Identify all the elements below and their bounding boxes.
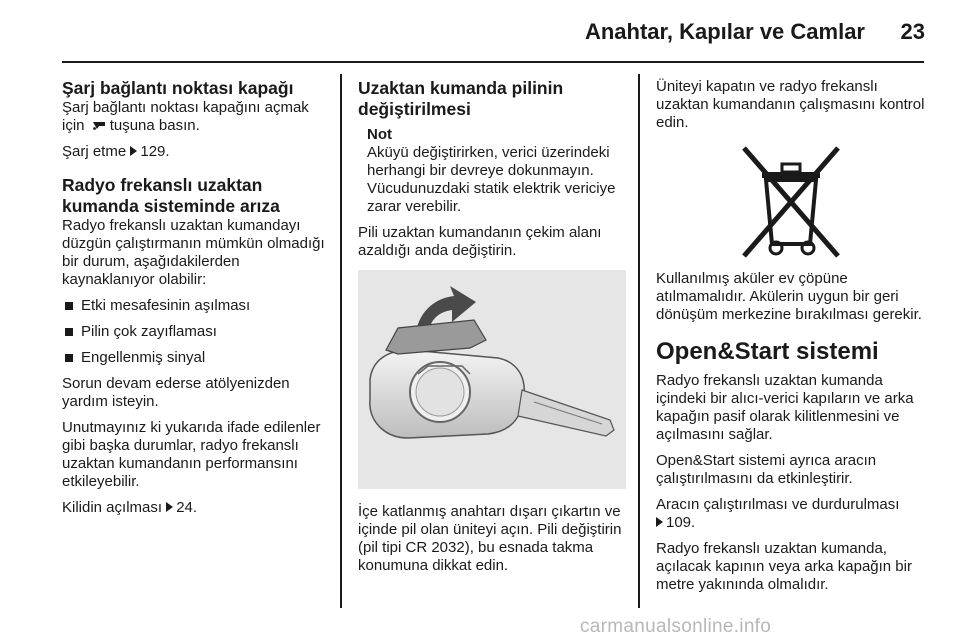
paragraph: Radyo frekanslı uzaktan kumanda, açılacak kapının veya arka kapağın bir metre yakınında olmalıdır. <box>656 540 912 593</box>
bullet-square-icon <box>65 328 73 336</box>
paragraph: Unutmayınız ki yukarıda ifade edilenler gibi başka durumlar, radyo frekanslı uzaktan kumandanın performansını etkileyebilir. <box>62 419 321 490</box>
header-rule <box>62 61 924 63</box>
note-title: Not <box>367 126 392 143</box>
column-3 <box>656 78 926 602</box>
column-divider <box>638 74 640 608</box>
list-item-text: Etki mesafesinin aşılması <box>81 297 251 314</box>
arrow-right-icon <box>166 502 173 512</box>
list-item <box>62 349 334 367</box>
section-heading-remote-malfunction: Radyo frekanslı uzaktan kumanda sisteminde arıza <box>62 175 280 216</box>
watermark: carmanualsonline.info <box>580 616 772 637</box>
paragraph-reference <box>62 499 334 517</box>
text: Aracın çalıştırılması ve durdurulması <box>656 496 900 513</box>
charge-flap-key-icon <box>92 120 106 131</box>
paragraph: Üniteyi kapatın ve radyo frekanslı uzaktan kumandanın çalışmasını kontrol edin. <box>656 78 925 131</box>
note-box <box>358 126 626 216</box>
text: tuşuna basın. <box>109 117 200 134</box>
section-heading-battery-replacement: Uzaktan kumanda pilinin değiştirilmesi <box>358 78 564 119</box>
paragraph: Kullanılmış aküler ev çöpüne atılmamalıdır. Akülerin uygun bir geri dönüşüm merkezine bırakılması gerekir. <box>656 270 922 323</box>
paragraph-reference <box>62 143 334 161</box>
paragraph: Open&Start sistemi ayrıca aracın çalıştırılmasını da etkinleştirir. <box>656 452 877 487</box>
page-header-title: Anahtar, Kapılar ve Camlar <box>584 19 865 44</box>
section-heading-charge-flap: Şarj bağlantı noktası kapağı <box>62 78 294 98</box>
recycling-symbol-container <box>656 140 926 270</box>
list-item <box>62 297 334 315</box>
list-item-text: Engellenmiş sinyal <box>81 349 206 366</box>
paragraph: Radyo frekanslı uzaktan kumandayı düzgün çalıştırmanın mümkün olmadığı bir durum, aşağıdakilerden kaynaklanıyor olabilir: <box>62 217 325 288</box>
arrow-right-icon <box>656 517 663 527</box>
page-reference-link[interactable]: 129. <box>140 143 170 160</box>
bullet-square-icon <box>65 354 73 362</box>
text: Kilidin açılması <box>62 499 163 516</box>
section-heading-open-start: Open&Start sistemi <box>656 338 879 365</box>
bullet-square-icon <box>65 302 73 310</box>
crossed-out-bin-icon <box>736 142 846 262</box>
column-1 <box>62 78 334 525</box>
paragraph <box>62 99 334 135</box>
column-divider <box>340 74 342 608</box>
page-reference-link[interactable]: 24. <box>176 499 198 516</box>
paragraph: Radyo frekanslı uzaktan kumanda içindeki bir alıcı-verici kapıların ve arka kapağın pasif olarak kilitlenmesini ve açılmasını sağlar. <box>656 372 914 443</box>
list-item-text: Pilin çok zayıflaması <box>81 323 217 340</box>
text: Şarj bağlantı noktası kapağını açmak için <box>62 99 309 134</box>
column-2 <box>358 78 626 583</box>
page-reference-link[interactable]: 109. <box>666 514 696 531</box>
paragraph: İçe katlanmış anahtarı dışarı çıkartın ve içinde pil olan üniteyi açın. Pili değiştirin (pil tipi CR 2032), bu esnada takma konumuna dikkat edin. <box>358 503 622 574</box>
page-number: 23 <box>900 19 925 44</box>
arrow-right-icon <box>130 146 137 156</box>
list-item <box>62 323 334 341</box>
text: Şarj etme <box>62 143 127 160</box>
paragraph-reference <box>656 496 926 532</box>
paragraph: Pili uzaktan kumandanın çekim alanı azaldığı anda değiştirin. <box>358 224 602 259</box>
note-text: Aküyü değiştirirken, verici üzerindeki herhangi bir devreye dokunmayın. Vücudunuzdaki statik elektrik vericiye zarar verebilir. <box>367 144 616 215</box>
paragraph: Sorun devam ederse atölyenizden yardım isteyin. <box>62 375 290 410</box>
key-battery-figure <box>358 270 626 484</box>
key-battery-replacement-illustration <box>358 270 626 489</box>
